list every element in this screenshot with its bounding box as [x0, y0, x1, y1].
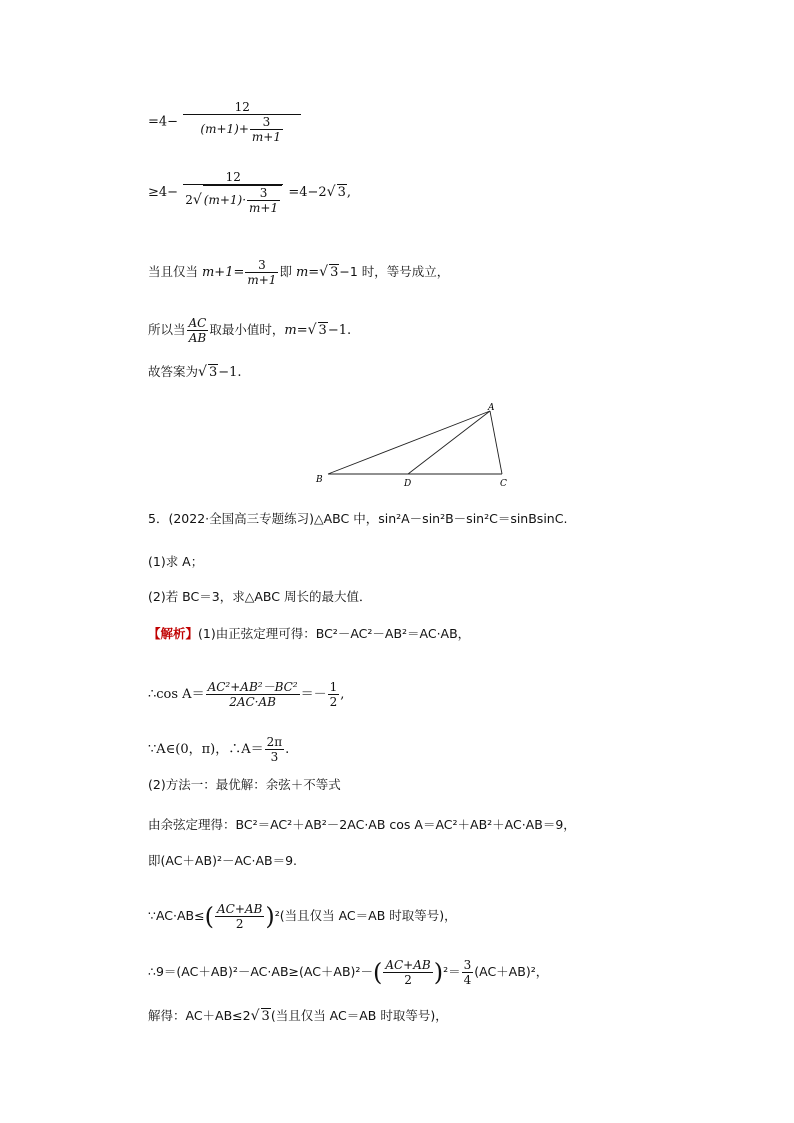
solution-line-5: 由余弦定理得：BC²＝AC²＋AB²－2AC·AB cos A＝AC²＋AB²＋AC·AB＝9，: [148, 817, 576, 832]
edge-ac: [490, 411, 502, 474]
sqrt-value: 3: [337, 185, 346, 200]
denominator: 2√ (m+1)· $\frac{3}{m+1}$: [183, 185, 283, 215]
solution-line-8: ∴9＝(AC＋AB)²－AC·AB≥(AC＋AB)²－( $\frac{AC+AB}{2}$ )²＝ $\frac{3}{4}$ (AC＋AB)²，: [148, 958, 549, 987]
formula-line-2: ≥4− 12 2√ (m+1)· $\frac{3}{m+1}$ =4−2√ 3,: [148, 170, 352, 215]
sqrt-value: 3: [261, 1009, 270, 1024]
text: ∴cos A＝: [148, 687, 205, 702]
sqrt-value: 3: [208, 365, 218, 380]
label-b: B: [316, 475, 323, 485]
text: ²(当且仅当 AC＝AB 时取等号)，: [274, 908, 457, 923]
triangle-figure: [300, 398, 530, 490]
text: 当且仅当: [148, 264, 202, 279]
text-line-3: 当且仅当 m+1= $\frac{3}{m+1}$ 即 m=√ 3−1 时，等号成立，: [148, 258, 450, 287]
formula-prefix: =4−: [148, 114, 179, 130]
fraction: $\frac{2\pi}{3}$: [266, 735, 283, 764]
text: (1)由正弦定理可得：BC²－AC²－AB²＝AC·AB，: [198, 626, 471, 641]
edge-ad: [408, 411, 490, 474]
analysis-tag: 【解析】: [148, 626, 199, 641]
text: 故答案为: [148, 364, 199, 379]
solution-line-7: ∵AC·AB≤( $\frac{AC+AB}{2}$ )²(当且仅当 AC＝AB 时取等号)，: [148, 902, 457, 931]
nested-fraction: $\frac{3}{m+1}$: [251, 115, 281, 144]
formula-prefix: ≥4−: [148, 185, 179, 200]
formula-line-1: [148, 100, 302, 144]
edge-ba: [328, 411, 490, 474]
fraction: [183, 170, 283, 215]
fraction: $\frac{1}{2}$: [329, 680, 338, 709]
text-line-4: 所以当 $\frac{AC}{AB}$ 取最小值时，m=√ 3−1.: [148, 316, 352, 345]
question-5: 5．(2022·全国高三专题练习)△ABC 中，sin²A－sin²B－sin²C＝sinBsinC.: [148, 511, 568, 526]
formula-result: =4−2: [288, 185, 327, 200]
math: m=: [295, 265, 320, 280]
question-5-part-2: (2)若 BC＝3，求△ABC 周长的最大值．: [148, 589, 372, 604]
label-c: C: [500, 479, 507, 489]
fraction: $\frac{AC+AB}{2}$: [216, 902, 263, 931]
answer-line: 故答案为√ 3−1.: [148, 364, 242, 380]
text: (AC＋AB)²，: [474, 964, 549, 979]
label-a: A: [488, 403, 495, 413]
text: ∵A∈(0，π)，∴A＝: [148, 742, 264, 757]
math: m+1=: [201, 265, 245, 280]
solution-line-9: 解得：AC＋AB≤2√ 3(当且仅当 AC＝AB 时取等号)，: [148, 1008, 448, 1024]
text: −1 时，等号成立，: [339, 264, 450, 279]
fraction: $\frac{3}{4}$: [463, 958, 472, 987]
solution-line-3: ∵A∈(0，π)，∴A＝ $\frac{2\pi}{3}$ .: [148, 735, 290, 764]
solution-line-2: ∴cos A＝ $\frac{\text{AC²+AB²－BC²}}{2AC\cdot AB}$ ＝－ $\frac{1}{2}$ ,: [148, 680, 345, 709]
solution-line-6: 即(AC＋AB)²－AC·AB＝9.: [148, 853, 298, 868]
text: ²＝: [443, 964, 461, 979]
text: −1.: [218, 365, 242, 380]
text: 取最小值时，: [209, 322, 285, 337]
solution-line-1: [148, 626, 470, 643]
fraction: $\frac{3}{m+1}$: [247, 258, 277, 287]
text: ＝－: [300, 687, 327, 702]
sqrt-value: 3: [330, 265, 339, 280]
denominator: (m+1)+ $\frac{3}{m+1}$: [200, 115, 281, 144]
fraction: [183, 100, 301, 144]
text: −1.: [327, 323, 352, 338]
numerator: 12: [183, 170, 283, 185]
text: ∵AC·AB≤: [148, 908, 205, 923]
text: 所以当: [148, 322, 186, 337]
solution-method-1: (2)方法一：最优解：余弦＋不等式: [148, 777, 341, 792]
sqrt-value: 3: [318, 323, 327, 338]
numerator: 12: [183, 100, 301, 115]
text: ∴9＝(AC＋AB)²－AC·AB≥(AC＋AB)²－: [148, 964, 373, 979]
text: 解得：AC＋AB≤2: [148, 1008, 251, 1023]
question-5-part-1: (1)求 A；: [148, 554, 204, 569]
math: m=: [284, 323, 308, 338]
fraction: $\frac{AC}{AB}$: [188, 316, 207, 345]
text: (当且仅当 AC＝AB 时取等号)，: [270, 1008, 448, 1023]
label-d: D: [404, 479, 412, 489]
fraction: $\frac{AC+AB}{2}$: [385, 958, 431, 987]
fraction: $\frac{\text{AC²+AB²－BC²}}{2AC\cdot AB}$: [207, 680, 298, 709]
text: 即: [279, 264, 296, 279]
